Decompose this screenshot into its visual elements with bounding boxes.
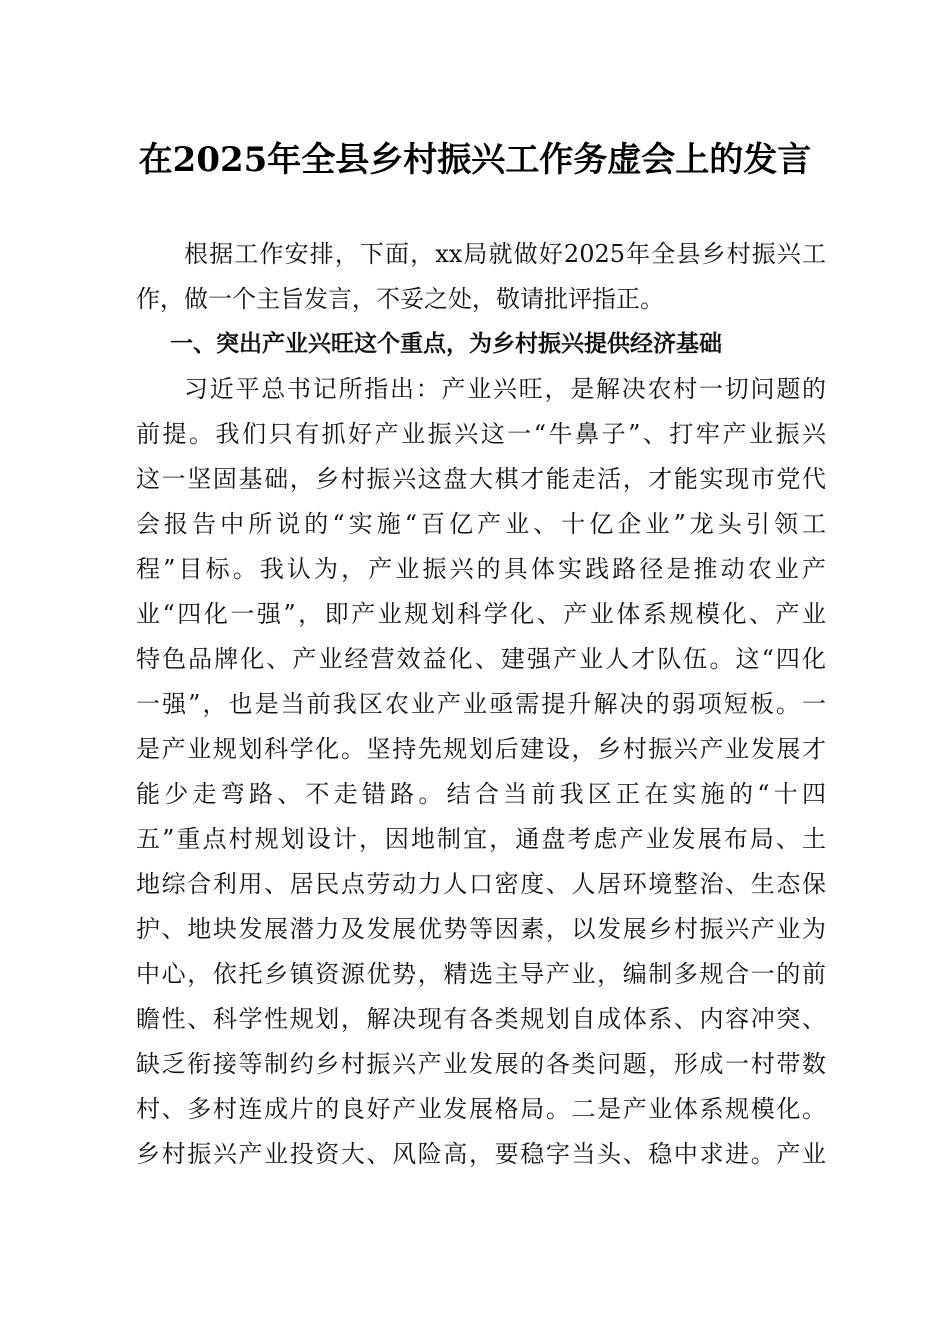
paragraph-line: 一强”，也是当前我区农业产业亟需提升解决的弱项短板。一: [136, 690, 826, 718]
paragraph-line: 业“四化一强”，即产业规划科学化、产业体系规模化、产业: [136, 600, 826, 628]
intro-line: 作，做一个主旨发言，不妥之处，敬请批评指正。: [136, 285, 664, 313]
paragraph-line: 护、地块发展潜力及发展优势等因素，以发展乡村振兴产业为: [136, 915, 826, 943]
paragraph-line: 村、多村连成片的良好产业发展格局。二是产业体系规模化。: [136, 1095, 826, 1123]
paragraph-line: 乡村振兴产业投资大、风险高，要稳字当头、稳中求进。产业: [136, 1140, 826, 1168]
paragraph-line: 能少走弯路、不走错路。结合当前我区正在实施的“十四: [136, 780, 826, 808]
paragraph-line: 前提。我们只有抓好产业振兴这一“牛鼻子”、打牢产业振兴: [136, 420, 826, 448]
paragraph-line: 是产业规划科学化。坚持先规划后建设，乡村振兴产业发展才: [136, 735, 826, 763]
document-title: 在2025年全县乡村振兴工作务虚会上的发言: [138, 140, 812, 180]
section-heading: 一、突出产业兴旺这个重点，为乡村振兴提供经济基础: [170, 331, 722, 357]
paragraph-line: 这一坚固基础，乡村振兴这盘大棋才能走活，才能实现市党代: [136, 465, 826, 493]
intro-line: 根据工作安排，下面，xx局就做好2025年全县乡村振兴工: [184, 240, 826, 268]
paragraph-line: 习近平总书记所指出：产业兴旺，是解决农村一切问题的: [184, 375, 826, 403]
paragraph-line: 特色品牌化、产业经营效益化、建强产业人才队伍。这“四化: [136, 645, 826, 673]
paragraph-line: 缺乏衔接等制约乡村振兴产业发展的各类问题，形成一村带数: [136, 1050, 826, 1078]
paragraph-line: 中心，依托乡镇资源优势，精选主导产业，编制多规合一的前: [136, 960, 826, 988]
paragraph-line: 五”重点村规划设计，因地制宜，通盘考虑产业发展布局、土: [136, 825, 826, 853]
paragraph-line: 地综合利用、居民点劳动力人口密度、人居环境整治、生态保: [136, 870, 826, 898]
document-body: [136, 232, 826, 1177]
paragraph-line: 会报告中所说的“实施“百亿产业、十亿企业”龙头引领工: [136, 510, 826, 538]
paragraph-line: 瞻性、科学性规划，解决现有各类规划自成体系、内容冲突、: [136, 1005, 826, 1033]
paragraph-line: 程”目标。我认为，产业振兴的具体实践路径是推动农业产: [136, 555, 826, 583]
